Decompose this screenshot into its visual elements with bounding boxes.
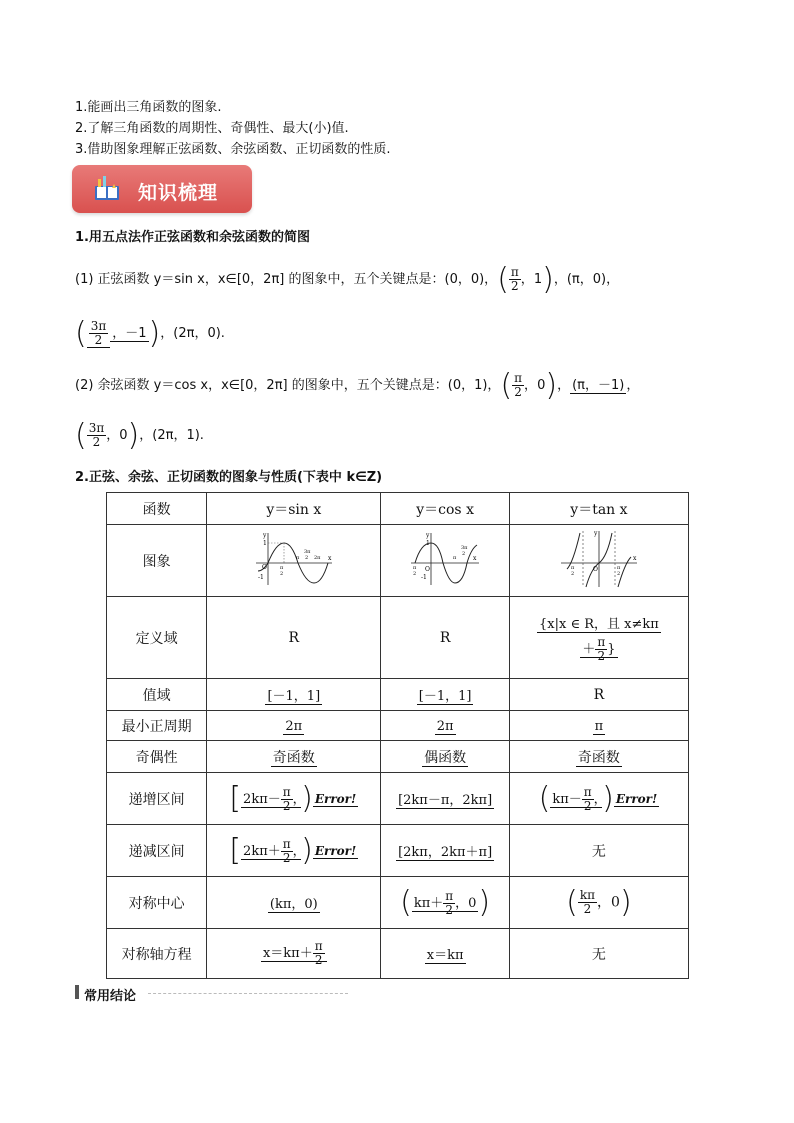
tan-center: ( $\frac{k\pi}{2}$ ，0) (509, 877, 688, 929)
svg-text:π: π (616, 564, 621, 571)
svg-text:π: π (279, 564, 284, 571)
svg-text:O: O (592, 565, 598, 573)
cos-keypoints-cont: ( $\frac{3\pi}{2}$ ，0)，(2π，1). (75, 418, 204, 453)
svg-text:π: π (570, 564, 575, 571)
svg-text:1: 1 (262, 539, 267, 547)
sin-keypoints: (1) 正弦函数 y＝sin x，x∈[0，2π] 的图象中，五个关键点是：(0，0)，( $\frac{\pi}{2}$ ，1)，(π，0)， (75, 262, 620, 297)
label-period: 最小正周期 (107, 711, 207, 741)
cos-p5: (2π，1). (152, 428, 204, 443)
svg-text:1: 1 (426, 539, 430, 547)
cos-intro: (2) 余弦函数 y＝cos x，x∈[0，2π] 的图象中，五个关键点是： (75, 378, 448, 393)
svg-text:2: 2 (304, 554, 308, 561)
tan-decreasing: 无 (509, 825, 688, 877)
tan-increasing: ( kπ－ $\frac{\pi}{2}$ ，) Error! (509, 773, 688, 825)
tan-period: π (509, 711, 688, 741)
banner-title: 知识梳理 (138, 182, 219, 204)
cos-period: 2π (381, 711, 509, 741)
svg-text:2: 2 (616, 570, 621, 577)
footer-marker (75, 985, 79, 999)
label-center: 对称中心 (107, 877, 207, 929)
tan-domain: {x|x ∈ R，且 x≠kπ ＋ $\frac{\pi}{2}$ } (509, 597, 688, 679)
table-row-range (107, 679, 689, 711)
sin-decreasing: [ 2kπ＋ $\frac{\pi}{2}$ ，) Error! (207, 825, 381, 877)
cos-range: [－1，1] (381, 679, 509, 711)
tan-parity: 奇函数 (509, 741, 688, 773)
table-row-increasing (107, 773, 689, 825)
label-range: 值域 (107, 679, 207, 711)
footer-divider (148, 993, 348, 994)
sin-parity: 奇函数 (207, 741, 381, 773)
label-graph: 图象 (107, 525, 207, 597)
header-cos: y＝cos x (381, 493, 509, 525)
table-row-decreasing (107, 825, 689, 877)
sin-p5: (2π，0). (173, 326, 225, 341)
svg-text:O: O (425, 565, 431, 573)
label-axis: 对称轴方程 (107, 929, 207, 979)
cos-p1: (0，1)， (447, 378, 501, 393)
table-row-axis (107, 929, 689, 979)
table-row-period (107, 711, 689, 741)
svg-text:O: O (261, 563, 267, 571)
cos-keypoints: (2) 余弦函数 y＝cos x，x∈[0，2π] 的图象中，五个关键点是：(0，1)，( $\frac{\pi}{2}$ ，0)， (π，－1) ， (75, 368, 640, 403)
objective-1: 1.能画出三角函数的图象. (75, 100, 222, 115)
sin-range: [－1，1] (207, 679, 381, 711)
book-icon (92, 174, 122, 204)
cos-increasing: [2kπ－π，2kπ] (381, 773, 509, 825)
sin-intro: (1) 正弦函数 y＝sin x，x∈[0，2π] 的图象中，五个关键点是： (75, 272, 445, 287)
svg-text:-1: -1 (421, 573, 427, 581)
cos-p4-frac: $\frac{3\pi}{2}$ (88, 421, 105, 449)
sin-keypoints-cont: ( $\frac{3\pi}{2}$ ，－1)，(2π，0). (75, 316, 225, 351)
cos-p2-y: 0 (537, 378, 546, 393)
svg-text:3π: 3π (461, 544, 468, 551)
properties-table (106, 492, 689, 979)
tan-graph (559, 529, 639, 589)
svg-text:x: x (327, 554, 332, 562)
footer-title: 常用结论 (84, 989, 137, 1004)
sin-period: 2π (207, 711, 381, 741)
svg-text:y: y (426, 531, 430, 539)
svg-text:π: π (453, 554, 457, 561)
sin-domain: R (207, 597, 381, 679)
tan-axis: 无 (509, 929, 688, 979)
tan-graph-cell (509, 525, 688, 597)
table-row-parity (107, 741, 689, 773)
svg-text:x: x (473, 554, 477, 562)
svg-text:2: 2 (570, 570, 575, 577)
objective-2: 2.了解三角函数的周期性、奇偶性、最大(小)值. (75, 121, 349, 136)
table-header-row (107, 493, 689, 525)
svg-text:π: π (413, 564, 417, 571)
cos-graph (409, 531, 481, 587)
sin-center: (kπ，0) (207, 877, 381, 929)
svg-text:2π: 2π (313, 554, 321, 561)
sin-p2-y: 1 (533, 272, 543, 287)
sin-increasing: [ 2kπ－ $\frac{\pi}{2}$ ，) Error! (207, 773, 381, 825)
cos-center: ( kπ＋ $\frac{\pi}{2}$ ，0) (381, 877, 509, 929)
svg-text:x: x (632, 554, 637, 562)
header-function: 函数 (107, 493, 207, 525)
svg-text:y: y (593, 529, 598, 537)
cos-p3: (π，－1) (572, 378, 625, 393)
cos-domain: R (381, 597, 509, 679)
sin-p2-frac: $\frac{\pi}{2}$ (510, 265, 519, 293)
sin-p4-frac: $\frac{3\pi}{2}$ (87, 320, 111, 348)
section-banner (72, 165, 252, 213)
table-row-graph (107, 525, 689, 597)
table-row-domain (107, 597, 689, 679)
svg-text:3π: 3π (303, 548, 311, 555)
sin-p3: (π，0)， (566, 272, 620, 287)
svg-text:2: 2 (413, 570, 417, 577)
section1-heading: 1.用五点法作正弦函数和余弦函数的简图 (75, 230, 310, 245)
label-increasing: 递增区间 (107, 773, 207, 825)
header-tan: y＝tan x (509, 493, 688, 525)
sin-p1: (0，0)， (444, 272, 498, 287)
table-row-center (107, 877, 689, 929)
svg-text:-1: -1 (257, 573, 264, 581)
svg-text:y: y (262, 531, 267, 539)
header-sin: y＝sin x (207, 493, 381, 525)
sin-graph (254, 531, 334, 587)
label-parity: 奇偶性 (107, 741, 207, 773)
svg-text:2: 2 (279, 570, 283, 577)
cos-p4-y: 0 (119, 428, 128, 443)
svg-text:π: π (295, 554, 300, 561)
cos-p2-frac: $\frac{\pi}{2}$ (514, 371, 523, 399)
svg-text:2: 2 (462, 550, 466, 557)
cos-graph-cell (381, 525, 509, 597)
sin-axis: x＝kπ＋ $\frac{\pi}{2}$ (207, 929, 381, 979)
cos-axis: x＝kπ (381, 929, 509, 979)
sin-graph-cell (207, 525, 381, 597)
objective-3: 3.借助图象理解正弦函数、余弦函数、正切函数的性质. (75, 142, 391, 157)
label-decreasing: 递减区间 (107, 825, 207, 877)
section2-heading: 2.正弦、余弦、正切函数的图象与性质(下表中 k∈Z) (75, 470, 383, 485)
label-domain: 定义域 (107, 597, 207, 679)
cos-decreasing: [2kπ，2kπ＋π] (381, 825, 509, 877)
sin-p4-y: －1 (125, 326, 147, 341)
tan-range: R (509, 679, 688, 711)
cos-parity: 偶函数 (381, 741, 509, 773)
